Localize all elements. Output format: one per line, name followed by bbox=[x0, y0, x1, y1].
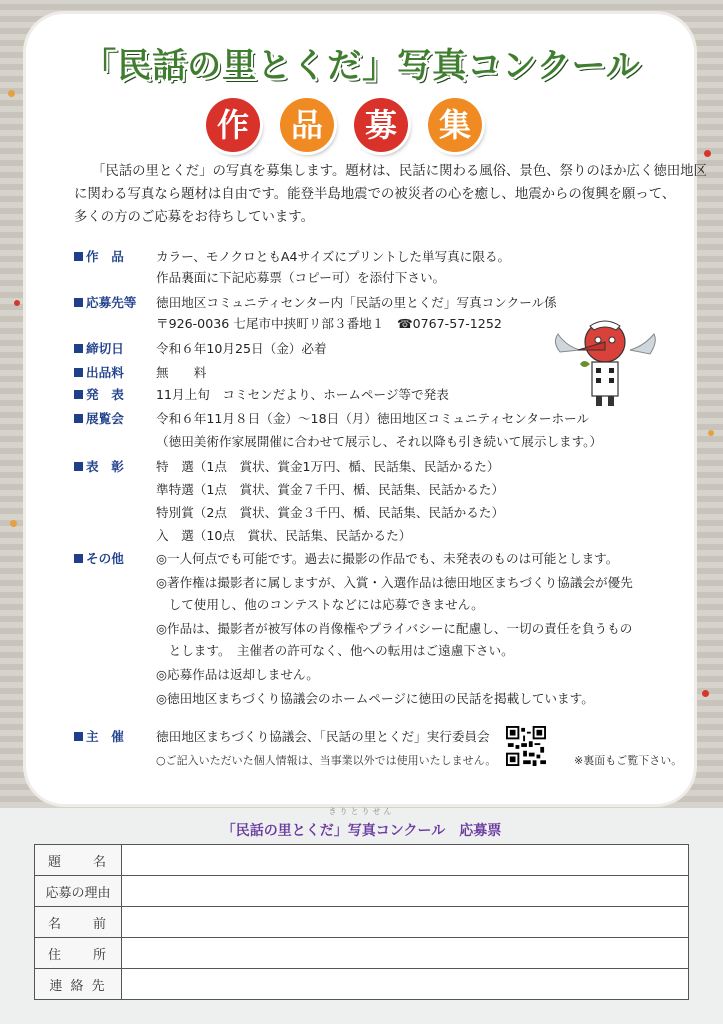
item-label: 表 彰 bbox=[74, 456, 150, 477]
item-value: 徳田地区まちづくり協議会、「民話の里とくだ」実行委員会 bbox=[156, 729, 490, 744]
item-value: ◎応募作品は返却しません。 bbox=[156, 667, 319, 682]
form-label: 住 所 bbox=[35, 938, 122, 969]
item-value: 準特選（1点 賞状、賞金７千円、楯、民話集、民話かるた） bbox=[156, 482, 505, 497]
privacy-note: ○ご記入いただいた個人情報は、当事業以外では使用いたしません。 bbox=[156, 754, 497, 767]
form-label: 連 絡 先 bbox=[35, 969, 122, 1000]
form-row-contact bbox=[35, 969, 689, 1000]
form-input-name[interactable] bbox=[122, 907, 689, 938]
item-value: ◎一人何点でも可能です。過去に撮影の作品でも、未発表のものは可能とします。 bbox=[156, 551, 619, 566]
form-input-reason[interactable] bbox=[122, 876, 689, 907]
item-label: 出品料 bbox=[74, 362, 150, 383]
decor-dot bbox=[702, 690, 709, 697]
item-value: 11月上旬 コミセンだより、ホームページ等で発表 bbox=[156, 387, 449, 402]
item-value: 令和６年11月８日（金）〜18日（月）徳田地区コミュニティセンターホール bbox=[156, 411, 590, 426]
item-value: 作品裏面に下記応募票（コピー可）を添付下さい。 bbox=[156, 270, 446, 285]
item-label: 主 催 bbox=[74, 726, 150, 747]
form-input-contact[interactable] bbox=[122, 969, 689, 1000]
cut-line-label: きりとりせん bbox=[328, 807, 395, 816]
item-value: カラー、モノクロともA4サイズにプリントした単写真に限る。 bbox=[156, 249, 511, 264]
entry-form-title: 「民話の里とくだ」写真コンクール 応募票 bbox=[221, 823, 502, 839]
item-value: 徳田地区コミュニティセンター内「民話の里とくだ」写真コンクール係 bbox=[156, 295, 557, 310]
form-label: 名 前 bbox=[35, 907, 122, 938]
intro-line: に関わる写真なら題材は自由です。能登半島地震での被災者の心を癒し、地震からの復興を願って、 bbox=[74, 187, 676, 202]
tengu-mascot-icon bbox=[550, 312, 660, 412]
item-value: 特別賞（2点 賞状、賞金３千円、楯、民話集、民話かるた） bbox=[156, 505, 505, 520]
form-row-address bbox=[35, 938, 689, 969]
item-label: 締切日 bbox=[74, 338, 150, 359]
entry-form-table bbox=[34, 844, 689, 1000]
form-label: 題 名 bbox=[35, 845, 122, 876]
item-label: 作 品 bbox=[74, 246, 150, 267]
form-label: 応募の理由 bbox=[35, 876, 122, 907]
recruit-char-2: 品 bbox=[280, 98, 334, 152]
recruit-char-3: 募 bbox=[354, 98, 408, 152]
item-value: ◎作品は、撮影者が被写体の肖像権やプライバシーに配慮し、一切の責任を負うもの bbox=[156, 621, 633, 636]
decor-dot bbox=[708, 430, 714, 436]
form-row-title bbox=[35, 845, 689, 876]
intro-line: 「民話の里とくだ」の写真を募集します。題材は、民話に関わる風俗、景色、祭りのほか広く徳田地区 bbox=[92, 164, 707, 179]
item-value: 入 選（10点 賞状、民話集、民話かるた） bbox=[156, 528, 412, 543]
intro-text bbox=[74, 160, 707, 229]
qr-code-icon[interactable] bbox=[506, 726, 546, 766]
item-value: 無 料 bbox=[156, 365, 207, 380]
item-label: その他 bbox=[74, 548, 150, 569]
item-label: 展覧会 bbox=[74, 408, 150, 429]
decor-dot bbox=[8, 90, 15, 97]
item-value: 〒926-0036 七尾市中挟町リ部３番地１ ☎0767-57-1252 bbox=[156, 316, 502, 331]
item-value: ◎徳田地区まちづくり協議会のホームページに徳田の民話を掲載しています。 bbox=[156, 691, 594, 706]
item-value: （徳田美術作家展開催に合わせて展示し、それ以降も引き続いて展示します。） bbox=[156, 434, 603, 449]
item-value: して使用し、他のコンテストなどには応募できません。 bbox=[156, 597, 484, 612]
item-value: 令和６年10月25日（金）必着 bbox=[156, 341, 327, 356]
recruit-banner bbox=[0, 98, 723, 152]
form-input-address[interactable] bbox=[122, 938, 689, 969]
form-row-reason bbox=[35, 876, 689, 907]
item-label: 発 表 bbox=[74, 384, 150, 405]
decor-dot bbox=[14, 300, 20, 306]
page-title: 「民話の里とくだ」写真コンクール bbox=[82, 46, 641, 86]
recruit-char-1: 作 bbox=[206, 98, 260, 152]
form-input-title[interactable] bbox=[122, 845, 689, 876]
intro-line: 多くの方のご応募をお待ちしています。 bbox=[74, 210, 314, 225]
item-value: とします。 主催者の許可なく、他への転用はご遠慮下さい。 bbox=[156, 643, 514, 658]
decor-dot bbox=[10, 520, 17, 527]
form-row-name bbox=[35, 907, 689, 938]
item-value: ◎著作権は撮影者に属しますが、入賞・入選作品は徳田地区まちづくり協議会が優先 bbox=[156, 575, 633, 590]
back-note: ※裏面もご覧下さい。 bbox=[574, 754, 683, 767]
item-value: 特 選（1点 賞状、賞金1万円、楯、民話集、民話かるた） bbox=[156, 459, 500, 474]
item-label: 応募先等 bbox=[74, 292, 150, 313]
recruit-char-4: 集 bbox=[428, 98, 482, 152]
